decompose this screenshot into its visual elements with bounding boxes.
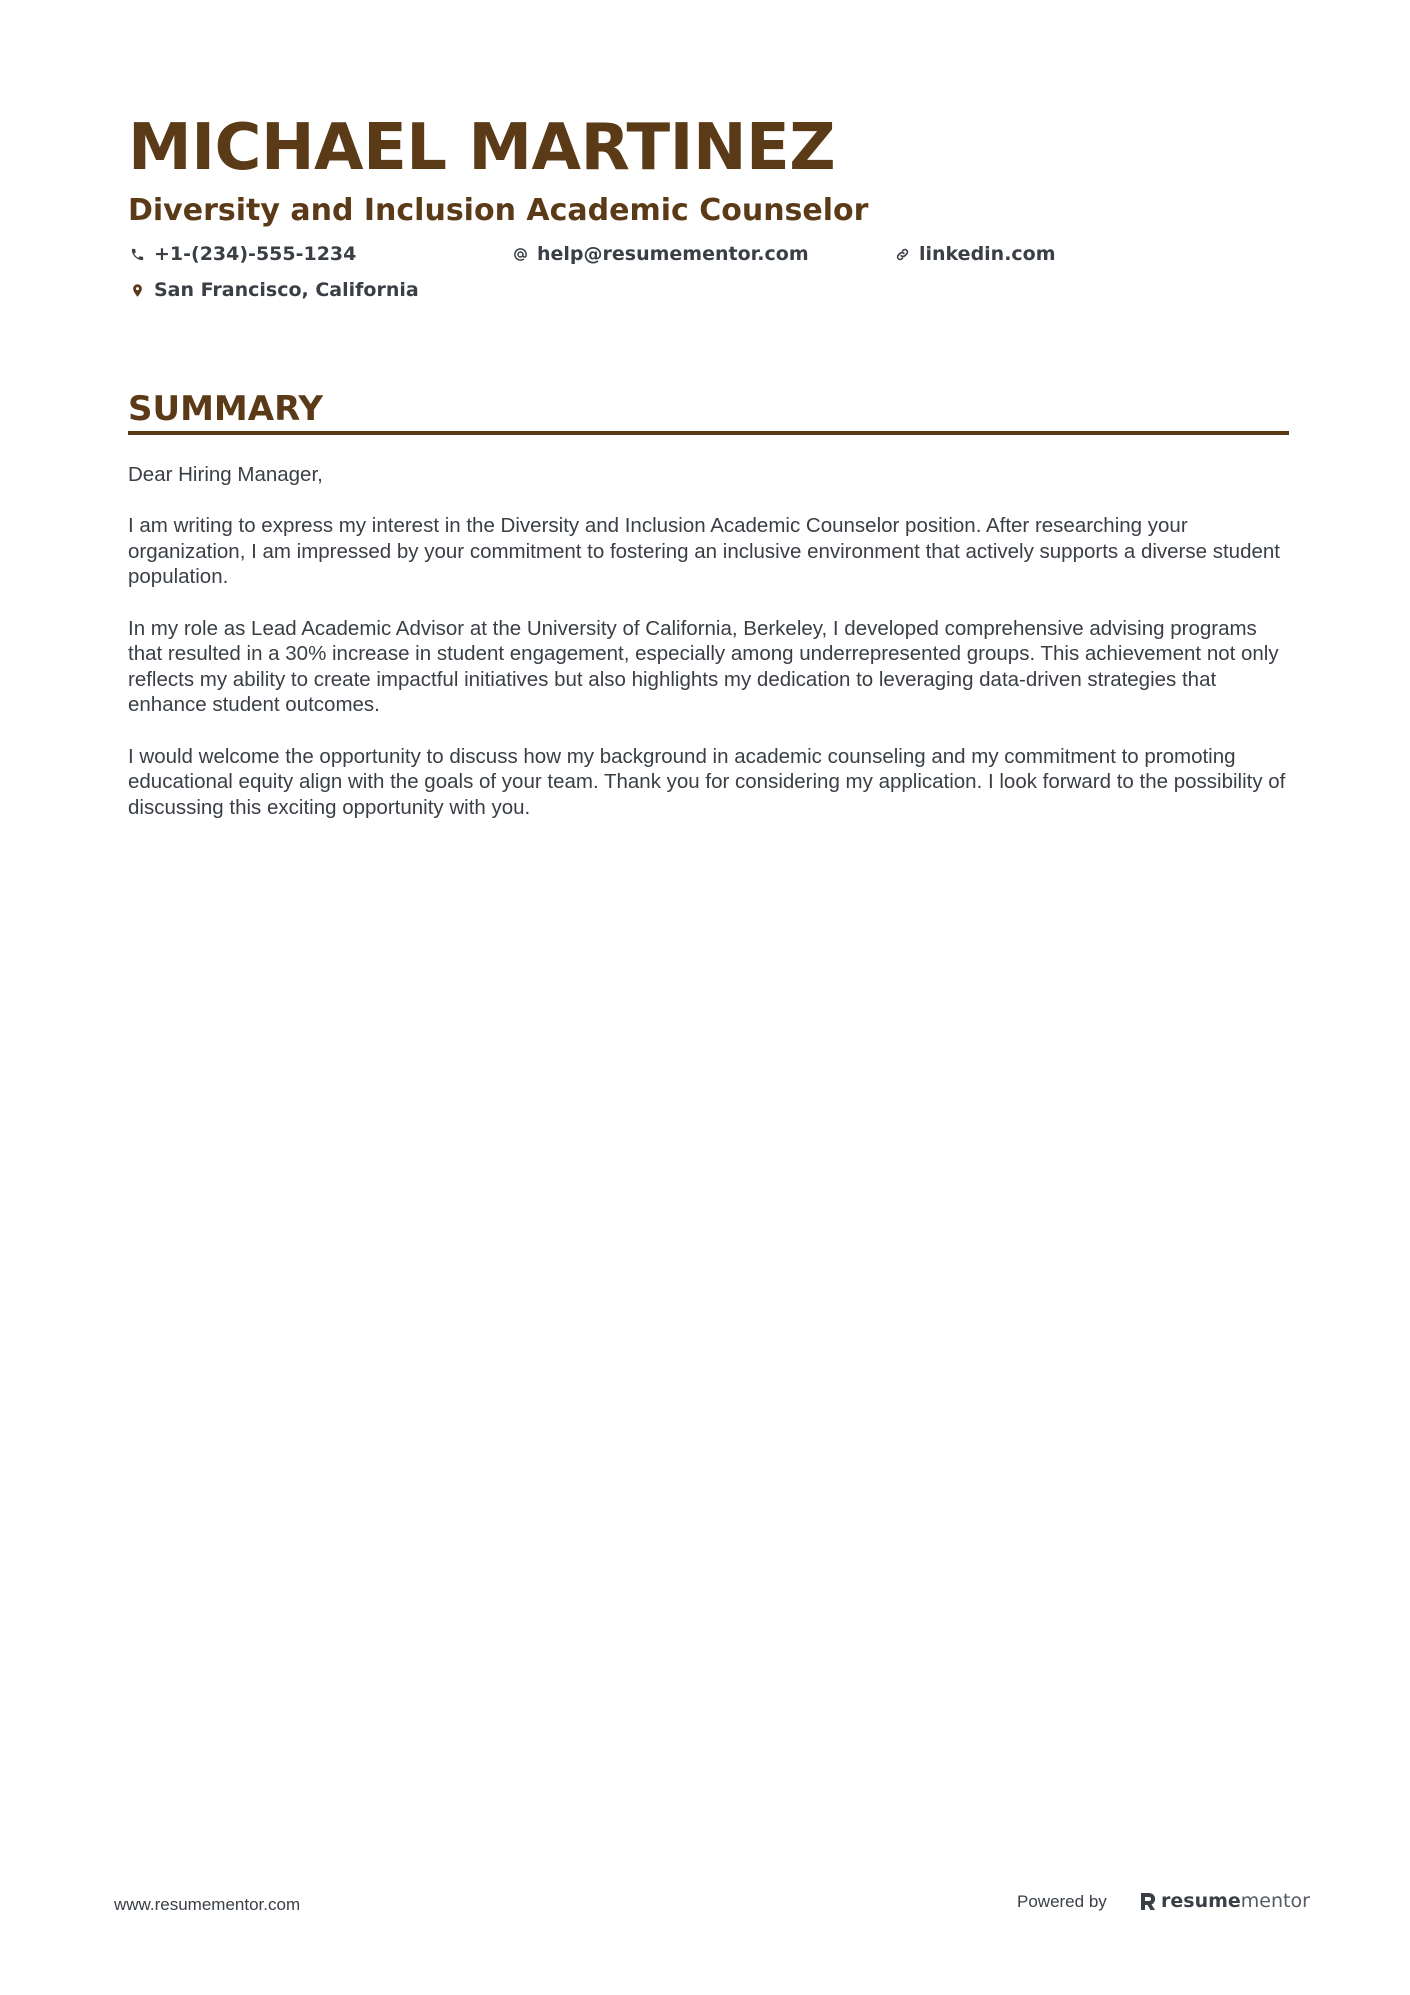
letter-paragraph: I am writing to express my interest in the Diversity and Inclusion Academic Counselor position. After researching your organization, I am impressed by your commitment to fostering an inclusive environment that actively supports a diverse student population. [128,514,1280,589]
brand-name-part2: mentor [1240,1890,1310,1912]
link-text[interactable]: linkedin.com [919,243,1056,265]
phone-icon [128,245,146,263]
brand-logo[interactable] [1140,1888,1310,1914]
email-text[interactable]: help@resumementor.com [537,243,809,265]
powered-by-label: Powered by [1017,1892,1107,1911]
footer-url[interactable]: www.resumementor.com [114,1895,301,1914]
location-text: San Francisco, California [154,279,419,301]
letter-paragraph: I would welcome the opportunity to discuss how my background in academic counseling and my commitment to promoting educational equity align with the goals of your team. Thank you for considering my application. I look forward to the possibility of discussing this exciting opportunity with you. [128,744,1286,819]
section-divider [128,431,1289,435]
cover-letter-body [128,462,1289,846]
letter-paragraph: In my role as Lead Academic Advisor at the University of California, Berkeley, I developed comprehensive advising programs that resulted in a 30% increase in student engagement, especially among underrepresented groups. This achievement not only reflects my ability to create impactful initiatives but also highlights my dedication to leveraging data-driven strategies that enhance student outcomes. [128,616,1279,717]
job-title: Diversity and Inclusion Academic Counselor [128,193,869,228]
link-icon [893,245,911,263]
brand-name-part1: resume [1161,1890,1241,1912]
contact-email[interactable] [511,240,809,268]
resumementor-logo-icon [1140,1891,1156,1911]
contact-phone [128,240,356,268]
at-icon [511,245,529,263]
candidate-name: MICHAEL MARTINEZ [128,111,836,185]
summary-heading: SUMMARY [128,389,324,429]
map-pin-icon [128,281,146,299]
phone-text: +1-(234)-555-1234 [154,243,357,265]
contact-link[interactable] [893,240,1056,268]
letter-paragraph: Dear Hiring Manager, [128,463,323,486]
contact-location [128,276,419,304]
